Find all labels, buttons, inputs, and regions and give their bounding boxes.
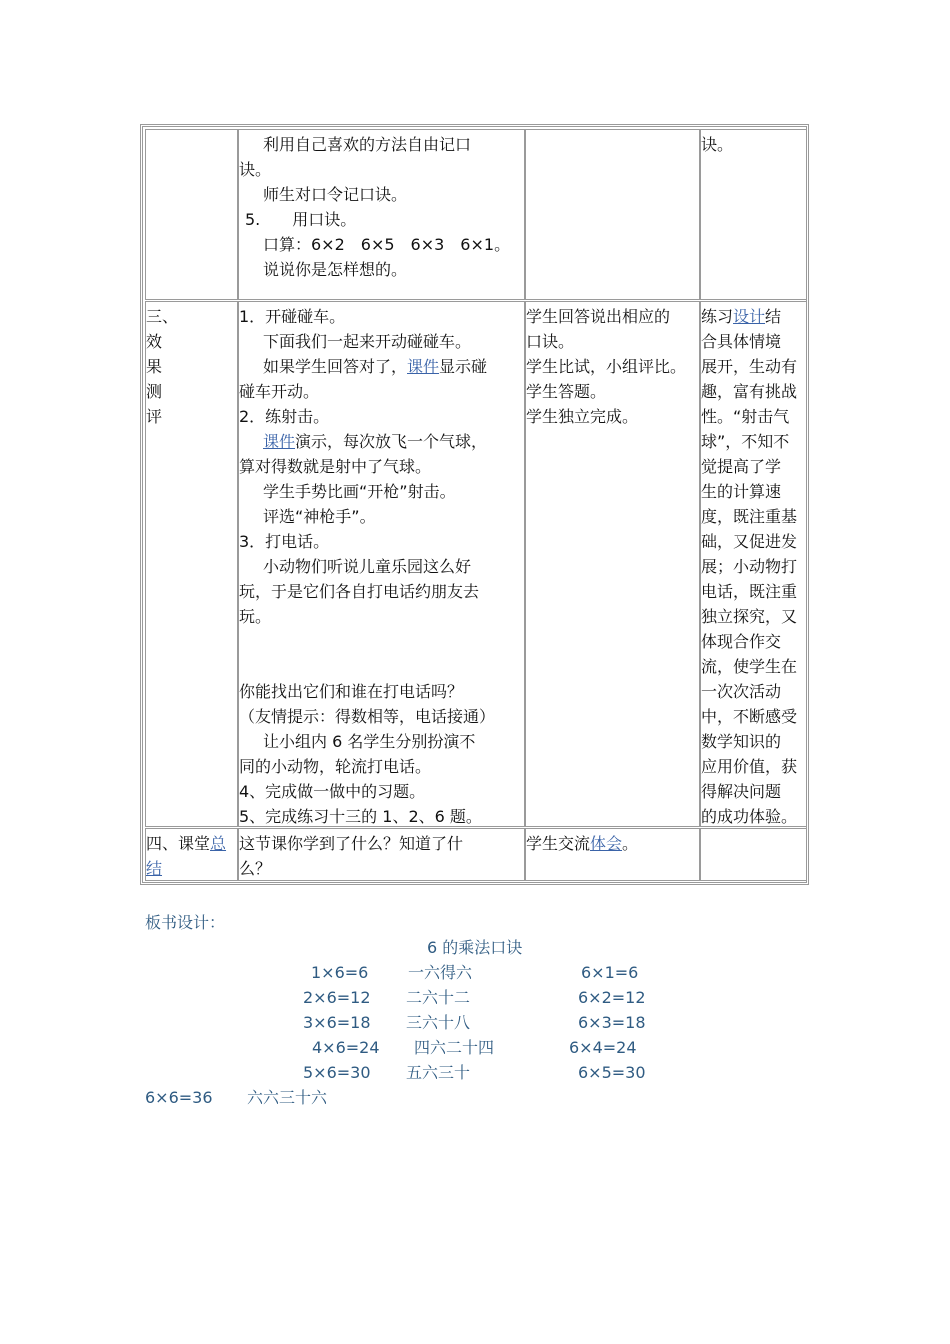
content-line: 玩。 <box>239 607 272 626</box>
stage-line: 效 <box>146 332 163 351</box>
design-line: 流，使学生在 <box>701 657 798 676</box>
board-verse: 一六得六 <box>408 963 473 982</box>
row1-content-line: 5. 用口诀。 <box>245 210 357 229</box>
row2-content-cell <box>238 301 525 827</box>
content-line <box>239 354 524 379</box>
stage-line: 评 <box>146 407 163 426</box>
design-line <box>701 304 806 329</box>
board-verse: 二六十二 <box>406 988 471 1007</box>
stage-line <box>146 831 237 856</box>
design-text: 结 <box>765 307 782 326</box>
design-line: 得解决问题 <box>701 782 782 801</box>
content-line: 下面我们一起来开动碰碰车。 <box>263 332 472 351</box>
stage-text: 四、课堂 <box>146 834 211 853</box>
row1-content-line: 口算：6×2 6×5 6×3 6×1。 <box>263 235 511 254</box>
design-line: 趣，富有挑战 <box>701 382 798 401</box>
content-line: 5、完成练习十三的 1、2、6 题。 <box>239 807 482 826</box>
row3-stage-cell <box>145 828 238 881</box>
board-verse: 六六三十六 <box>247 1088 328 1107</box>
board-eq: 2×6=12 <box>303 988 371 1007</box>
design-line: 电话，既注重 <box>701 582 798 601</box>
design-line: 性。“射击气 <box>701 407 790 426</box>
design-line: 度，既注重基 <box>701 507 798 526</box>
courseware-link[interactable]: 课件 <box>263 432 296 451</box>
design-line: 独立探究，又 <box>701 607 798 626</box>
content-line: 1．开碰碰车。 <box>239 307 346 326</box>
design-line: 一次次活动 <box>701 682 782 701</box>
row2-design-cell <box>700 301 807 827</box>
design-line: 体现合作交 <box>701 632 782 651</box>
student-text: 。 <box>622 834 639 853</box>
summary-link[interactable]: 总 <box>210 834 227 853</box>
content-line: 评选“神枪手”。 <box>263 507 376 526</box>
content-line: 同的小动物，轮流打电话。 <box>239 757 432 776</box>
stage-line <box>146 856 237 881</box>
board-eq: 4×6=24 <box>312 1038 380 1057</box>
board-eq2: 6×2=12 <box>578 988 646 1007</box>
content-line: 2．练射击。 <box>239 407 330 426</box>
design-line: 球”，不知不 <box>701 432 790 451</box>
stage-line: 测 <box>146 382 163 401</box>
board-eq: 5×6=30 <box>303 1063 371 1082</box>
board-verse: 四六二十四 <box>414 1038 495 1057</box>
row1-content-line: 利用自己喜欢的方法自由记口 <box>263 135 472 154</box>
row1-design-line: 诀。 <box>701 135 734 154</box>
design-line: 中，不断感受 <box>701 707 798 726</box>
student-line <box>526 831 699 856</box>
design-line: 合具体情境 <box>701 332 782 351</box>
content-line: 这节课你学到了什么？知道了什 <box>239 834 464 853</box>
row1-design-cell <box>700 129 807 300</box>
student-text: 学生交流 <box>526 834 591 853</box>
content-line: 算对得数就是射中了气球。 <box>239 457 432 476</box>
row2-student-cell <box>525 301 700 827</box>
board-eq2: 6×1=6 <box>581 963 639 982</box>
row1-content-line: 诀。 <box>239 160 272 179</box>
design-text: 练习 <box>701 307 734 326</box>
content-text: 如果学生回答对了， <box>263 357 408 376</box>
content-line: 你能找出它们和谁在打电话吗？ <box>239 682 464 701</box>
design-line: 展开，生动有 <box>701 357 798 376</box>
design-line: 数学知识的 <box>701 732 782 751</box>
board-eq: 1×6=6 <box>311 963 369 982</box>
student-line: 学生比试，小组评比。 <box>526 357 687 376</box>
content-line: （友情提示：得数相等，电话接通） <box>239 707 496 726</box>
content-line <box>239 429 524 454</box>
summary-link[interactable]: 结 <box>146 859 163 878</box>
board-eq2: 6×5=30 <box>578 1063 646 1082</box>
content-line: 4、完成做一做中的习题。 <box>239 782 426 801</box>
design-line: 生的计算速 <box>701 482 782 501</box>
student-line: 学生答题。 <box>526 382 607 401</box>
content-text: 演示，每次放飞一个气球， <box>295 432 488 451</box>
content-line: 学生手势比画“开枪”射击。 <box>263 482 456 501</box>
student-line: 学生回答说出相应的 <box>526 307 671 326</box>
board-eq2: 6×3=18 <box>578 1013 646 1032</box>
row1-content-line: 说说你是怎样想的。 <box>263 260 408 279</box>
board-heading: 板书设计： <box>145 913 226 932</box>
board-eq2: 6×4=24 <box>569 1038 637 1057</box>
board-verse: 三六十八 <box>406 1013 471 1032</box>
stage-line: 果 <box>146 357 163 376</box>
lesson-plan-table <box>140 124 809 885</box>
content-text: 显示碰 <box>439 357 488 376</box>
content-line: 碰车开动。 <box>239 382 320 401</box>
row1-student-cell <box>525 129 700 300</box>
content-line: 么？ <box>239 859 272 878</box>
design-link[interactable]: 设计 <box>733 307 766 326</box>
content-spacer <box>239 629 524 679</box>
design-line: 的成功体验。 <box>701 807 798 826</box>
experience-link[interactable]: 体会 <box>590 834 623 853</box>
student-line: 口诀。 <box>526 332 575 351</box>
row3-student-cell <box>525 828 700 881</box>
design-line: 础，又促进发 <box>701 532 798 551</box>
courseware-link[interactable]: 课件 <box>407 357 440 376</box>
row1-content-cell <box>238 129 525 300</box>
content-line: 小动物们听说儿童乐园这么好 <box>263 557 472 576</box>
student-line: 学生独立完成。 <box>526 407 639 426</box>
row3-design-cell <box>700 828 807 881</box>
content-line: 让小组内 6 名学生分别扮演不 <box>263 732 476 751</box>
board-verse: 五六三十 <box>406 1063 471 1082</box>
board-title: 6 的乘法口诀 <box>427 938 523 957</box>
board-eq: 3×6=18 <box>303 1013 371 1032</box>
row1-content-line: 师生对口令记口诀。 <box>263 185 408 204</box>
row2-stage-cell <box>145 301 238 827</box>
content-line: 3．打电话。 <box>239 532 330 551</box>
stage-line: 三、 <box>146 307 179 326</box>
design-line: 觉提高了学 <box>701 457 782 476</box>
board-eq: 6×6=36 <box>145 1088 213 1107</box>
content-line: 玩，于是它们各自打电话约朋友去 <box>239 582 480 601</box>
row1-stage-cell <box>145 129 238 300</box>
row3-content-cell <box>238 828 525 881</box>
design-line: 应用价值，获 <box>701 757 798 776</box>
design-line: 展；小动物打 <box>701 557 798 576</box>
